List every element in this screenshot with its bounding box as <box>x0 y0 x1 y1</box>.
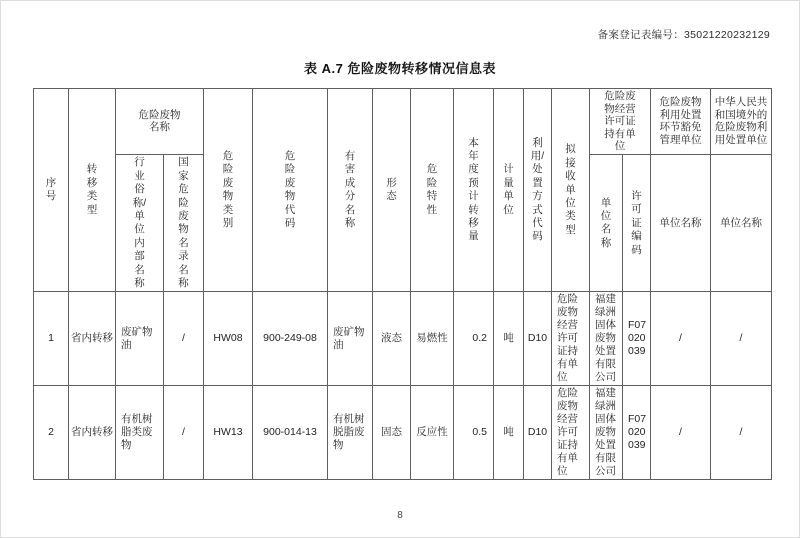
cell-seq: 1 <box>34 292 69 386</box>
col-header-holder-unit-name-label: 单位名称 <box>600 196 612 249</box>
col-header-hazard-property-label: 危险特性 <box>426 163 438 216</box>
table-row <box>34 292 772 386</box>
cell-hw-code: 900-014-13 <box>253 386 328 480</box>
cell-overseas-unit-name: / <box>711 292 772 386</box>
col-header-holder-unit-name <box>590 155 623 292</box>
cell-industry-common-name: 有机树脂类废物 <box>116 386 164 480</box>
col-header-transfer-type <box>69 89 116 292</box>
col-header-measure-unit-label: 计量单位 <box>503 163 514 216</box>
col-header-receiver-unit-type-label: 拟接收单位类型 <box>565 143 576 236</box>
col-header-hw-code-label: 危险废物代码 <box>284 150 296 230</box>
col-header-exempt-unit-name <box>651 155 711 292</box>
col-header-overseas-unit-name <box>711 155 772 292</box>
cell-physical-form: 固态 <box>373 386 411 480</box>
col-header-receiver-unit-type <box>552 89 590 292</box>
cell-exempt-unit-name: / <box>651 292 711 386</box>
cell-disposal-method-code: D10 <box>524 386 552 480</box>
cell-receiver-unit-type: 危险废物经营许可证持有单位 <box>552 386 590 480</box>
cell-exempt-unit-name: / <box>651 386 711 480</box>
col-header-license-code-label: 许可证编码 <box>631 189 642 256</box>
col-header-national-list-name <box>164 155 204 292</box>
cell-license-code: F07020039 <box>623 292 651 386</box>
cell-harmful-component: 有机树脱脂废物 <box>328 386 373 480</box>
col-header-exempt-unit-name-label: 单位名称 <box>659 216 702 229</box>
table-row <box>34 386 772 480</box>
col-header-annual-transfer-amount <box>454 89 494 292</box>
col-header-physical-form-label: 形态 <box>386 176 397 203</box>
cell-holder-unit-name: 福建绿洲固体废物处置有限公司 <box>590 386 623 480</box>
cell-measure-unit: 吨 <box>494 292 524 386</box>
registration-number-value: 35021220232129 <box>684 29 770 41</box>
cell-national-list-name: / <box>164 292 204 386</box>
cell-hazard-property: 易燃性 <box>411 292 454 386</box>
col-header-exempt-unit-group-label: 危险废物利用处置环节豁免管理单位 <box>659 96 702 147</box>
col-header-industry-common-name-label: 行业俗称/单位内部名称 <box>132 156 147 290</box>
col-header-overseas-unit-group-label: 中华人民共和国境外的危险废物利用处置单位 <box>714 96 768 147</box>
cell-receiver-unit-type: 危险废物经营许可证持有单位 <box>552 292 590 386</box>
cell-overseas-unit-name: / <box>711 386 772 480</box>
table-title: 表 A.7 危险废物转移情况信息表 <box>304 61 496 76</box>
col-header-hw-code <box>253 89 328 292</box>
col-header-seq-label: 序号 <box>45 176 57 203</box>
cell-holder-unit-name: 福建绿洲固体废物处置有限公司 <box>590 292 623 386</box>
cell-transfer-type: 省内转移 <box>69 386 116 480</box>
cell-annual-transfer-amount: 0.5 <box>454 386 494 480</box>
col-header-seq <box>34 89 69 292</box>
cell-annual-transfer-amount: 0.2 <box>454 292 494 386</box>
cell-hw-category: HW13 <box>204 386 253 480</box>
hazardous-waste-transfer-table <box>33 88 772 480</box>
cell-disposal-method-code: D10 <box>524 292 552 386</box>
col-header-hw-category-label: 危险废物类别 <box>222 150 234 230</box>
cell-hazard-property: 反应性 <box>411 386 454 480</box>
col-header-hw-name-group-label: 危险废物名称 <box>138 108 181 134</box>
cell-industry-common-name: 废矿物油 <box>116 292 164 386</box>
col-header-industry-common-name <box>116 155 164 292</box>
page-number: 8 <box>397 510 403 521</box>
col-header-transfer-type-label: 转移类型 <box>86 163 98 216</box>
col-header-license-holder-group <box>590 89 651 155</box>
cell-transfer-type: 省内转移 <box>69 292 116 386</box>
col-header-license-holder-group-label: 危险废物经营许可证持有单位 <box>604 90 636 153</box>
col-header-harmful-component <box>328 89 373 292</box>
col-header-national-list-name-label: 国家危险废物名录名称 <box>178 156 189 290</box>
cell-hw-code: 900-249-08 <box>253 292 328 386</box>
col-header-physical-form <box>373 89 411 292</box>
cell-hw-category: HW08 <box>204 292 253 386</box>
cell-measure-unit: 吨 <box>494 386 524 480</box>
col-header-hw-name-group <box>116 89 204 155</box>
registration-number-label: 备案登记表编号： <box>597 29 685 41</box>
cell-harmful-component: 废矿物油 <box>328 292 373 386</box>
registration-number-line <box>598 27 770 42</box>
col-header-annual-transfer-amount-label: 本年度预计转移量 <box>468 136 479 243</box>
cell-physical-form: 液态 <box>373 292 411 386</box>
cell-national-list-name: / <box>164 386 204 480</box>
header-row-top <box>34 89 772 155</box>
cell-license-code: F07020039 <box>623 386 651 480</box>
col-header-overseas-unit-name-label: 单位名称 <box>720 216 762 229</box>
col-header-overseas-unit-group <box>711 89 772 155</box>
col-header-hw-category <box>204 89 253 292</box>
col-header-disposal-method-code-label: 利用/处置方式代码 <box>530 136 545 243</box>
col-header-hazard-property <box>411 89 454 292</box>
col-header-exempt-unit-group <box>651 89 711 155</box>
cell-seq: 2 <box>34 386 69 480</box>
col-header-disposal-method-code <box>524 89 552 292</box>
col-header-measure-unit <box>494 89 524 292</box>
col-header-license-code <box>623 155 651 292</box>
col-header-harmful-component-label: 有害成分名称 <box>344 150 356 230</box>
